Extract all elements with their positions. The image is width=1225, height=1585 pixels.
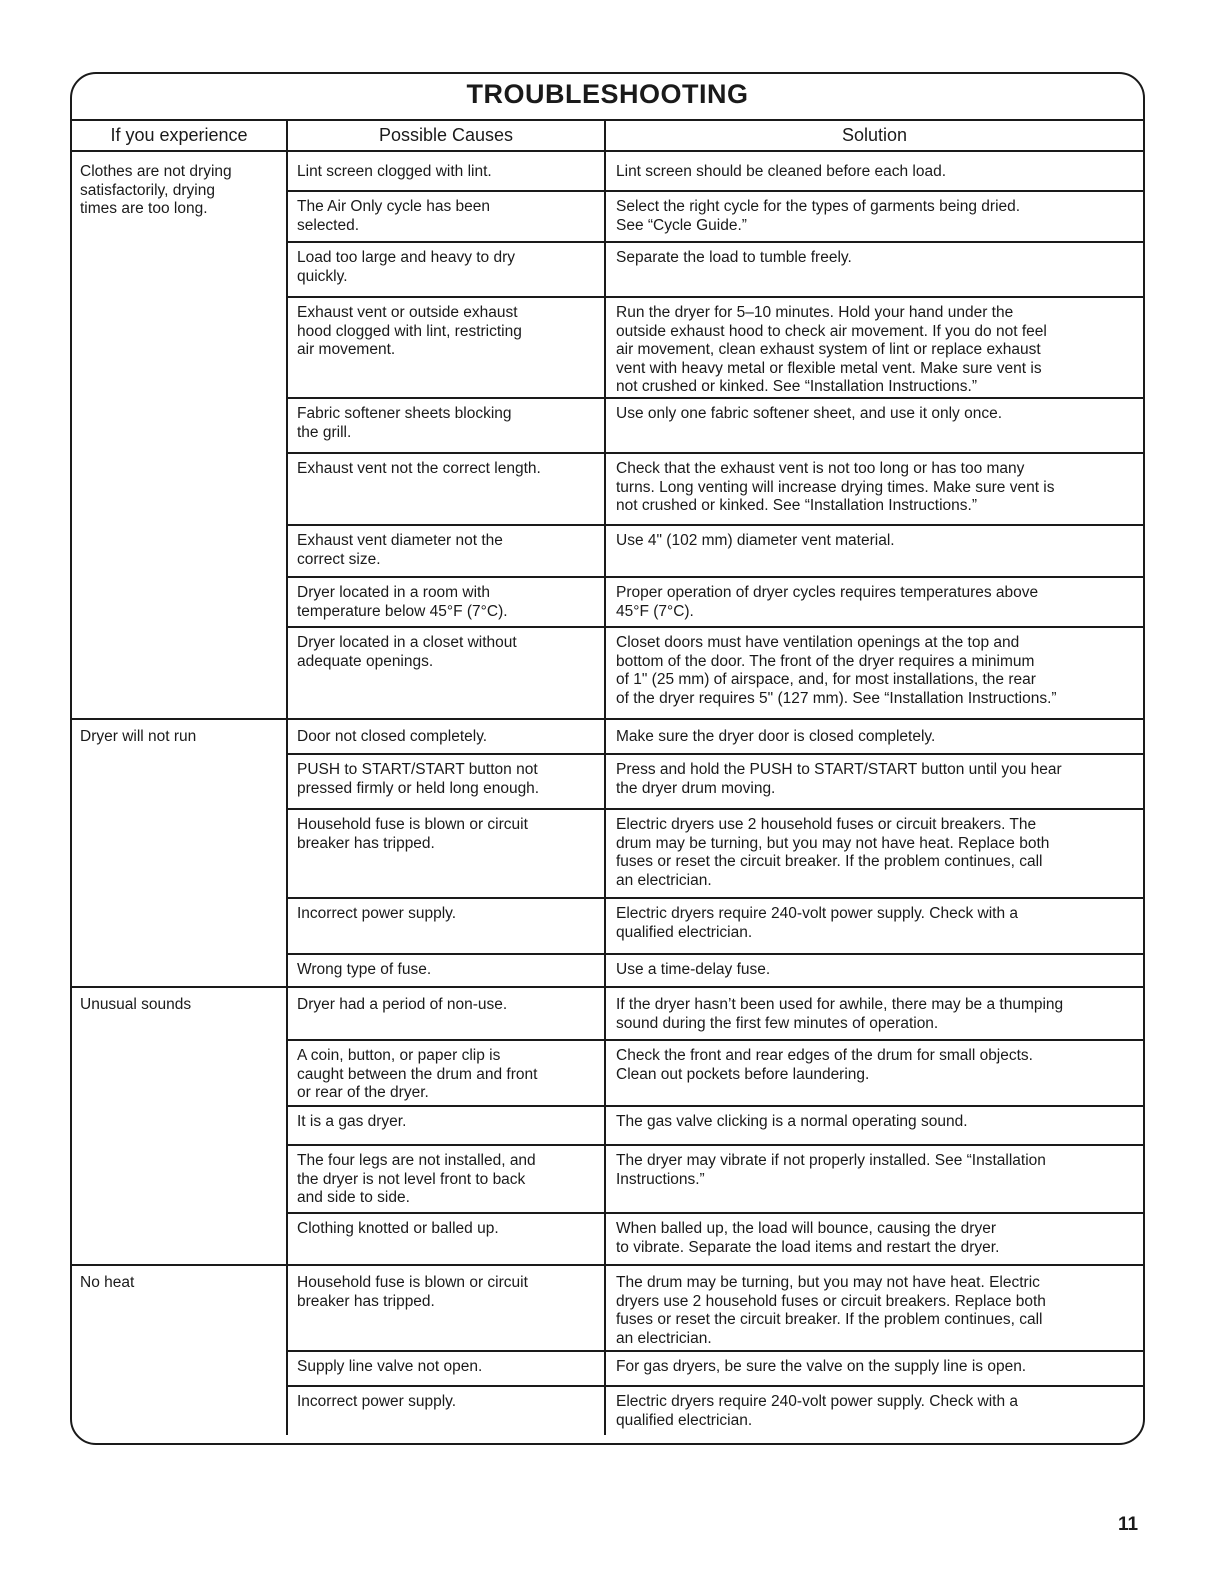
row-divider	[286, 1105, 1143, 1107]
solution-cell: Proper operation of dryer cycles requires temperatures above 45°F (7°C).	[616, 584, 1039, 620]
row-divider	[286, 1039, 1143, 1041]
symptom-label: Clothes are not drying satisfactorily, drying times are too long.	[80, 163, 232, 217]
solution-cell: Make sure the dryer door is closed completely.	[616, 728, 936, 745]
row-divider	[286, 524, 1143, 526]
cause-cell: Load too large and heavy to dry quickly.	[297, 249, 516, 285]
solution-cell: Use only one fabric softener sheet, and use it only once.	[616, 405, 1003, 422]
page-number: 11	[1118, 1514, 1139, 1535]
cause-cell: Incorrect power supply.	[297, 1393, 457, 1410]
symptom-label: Unusual sounds	[80, 996, 192, 1013]
cause-cell: Supply line valve not open.	[297, 1358, 483, 1375]
cause-cell: Dryer located in a room with temperature below 45°F (7°C).	[297, 584, 508, 620]
solution-cell: Check the front and rear edges of the drum for small objects. Clean out pockets before laundering.	[616, 1047, 1033, 1083]
solution-cell: The drum may be turning, but you may not have heat. Electric dryers use 2 household fuses or circuit breakers. Replace both fuses or reset the circuit breaker. If the problem continues, call an electrician.	[616, 1274, 1046, 1347]
table-header	[72, 119, 1143, 152]
row-divider	[286, 897, 1143, 899]
row-divider	[286, 190, 1143, 192]
cause-cell: A coin, button, or paper clip is caught between the drum and front or rear of the dryer.	[297, 1047, 538, 1101]
group-divider	[72, 986, 1143, 988]
cause-cell: The Air Only cycle has been selected.	[297, 198, 490, 234]
cause-cell: Incorrect power supply.	[297, 905, 457, 922]
header-solution: Solution	[841, 125, 908, 145]
row-divider	[286, 1212, 1143, 1214]
cause-cell: Dryer had a period of non-use.	[297, 996, 508, 1013]
cause-cell: Household fuse is blown or circuit breaker has tripped.	[297, 1274, 528, 1310]
row-divider	[286, 953, 1143, 955]
column-divider-causes	[286, 119, 288, 1435]
solution-cell: The dryer may vibrate if not properly installed. See “Installation Instructions.”	[616, 1152, 1046, 1188]
row-divider	[286, 576, 1143, 578]
cause-cell: PUSH to START/START button not pressed firmly or held long enough.	[297, 761, 540, 797]
solution-cell: If the dryer hasn’t been used for awhile, there may be a thumping sound during the first few minutes of operation.	[616, 996, 1064, 1032]
cause-cell: Household fuse is blown or circuit breaker has tripped.	[297, 816, 528, 852]
row-divider	[286, 241, 1143, 243]
solution-cell: For gas dryers, be sure the valve on the supply line is open.	[616, 1358, 1027, 1375]
solution-cell: Electric dryers require 240-volt power supply. Check with a qualified electrician.	[616, 1393, 1019, 1429]
row-divider	[286, 1144, 1143, 1146]
symptom-label: No heat	[80, 1274, 135, 1291]
row-divider	[286, 296, 1143, 298]
solution-cell: Electric dryers require 240-volt power supply. Check with a qualified electrician.	[616, 905, 1019, 941]
group-divider	[72, 1264, 1143, 1266]
row-divider	[286, 1350, 1143, 1352]
row-divider	[286, 808, 1143, 810]
cause-cell: Lint screen clogged with lint.	[297, 163, 492, 180]
solution-cell: Use 4" (102 mm) diameter vent material.	[616, 532, 895, 549]
column-divider-solution	[604, 119, 606, 1435]
symptom-label: Dryer will not run	[80, 728, 197, 745]
row-divider	[286, 626, 1143, 628]
cause-cell: Dryer located in a closet without adequate openings.	[297, 634, 517, 670]
group-divider	[72, 718, 1143, 720]
solution-cell: Use a time-delay fuse.	[616, 961, 771, 978]
cause-cell: The four legs are not installed, and the dryer is not level front to back and side to side.	[297, 1152, 536, 1206]
cause-cell: Clothing knotted or balled up.	[297, 1220, 499, 1237]
solution-cell: Select the right cycle for the types of garments being dried. See “Cycle Guide.”	[616, 198, 1021, 234]
row-divider	[286, 452, 1143, 454]
cause-cell: Exhaust vent diameter not the correct size.	[297, 532, 503, 568]
solution-cell: Run the dryer for 5–10 minutes. Hold your hand under the outside exhaust hood to check air movement. If you do not feel air movement, clean exhaust system of lint or replace exhaust vent with heavy metal or flexible metal vent. Make sure vent is not crushed or kinked. See “Installation Instructions.”	[616, 304, 1047, 395]
solution-cell: Electric dryers use 2 household fuses or circuit breakers. The drum may be turning, but you may not have heat. Replace both fuses or reset the circuit breaker. If the problem continues, call an electrician.	[616, 816, 1050, 889]
row-divider	[286, 753, 1143, 755]
cause-cell: Fabric softener sheets blocking the grill.	[297, 405, 512, 441]
solution-cell: When balled up, the load will bounce, causing the dryer to vibrate. Separate the load items and restart the dryer.	[616, 1220, 1000, 1256]
page-title: TROUBLESHOOTING	[466, 79, 749, 109]
cause-cell: Exhaust vent or outside exhaust hood clogged with lint, restricting air movement.	[297, 304, 522, 358]
cause-cell: It is a gas dryer.	[297, 1113, 407, 1130]
solution-cell: Separate the load to tumble freely.	[616, 249, 852, 266]
row-divider	[286, 397, 1143, 399]
header-experience: If you experience	[110, 125, 248, 145]
cause-cell: Exhaust vent not the correct length.	[297, 460, 541, 477]
solution-cell: Press and hold the PUSH to START/START button until you hear the dryer drum moving.	[616, 761, 1062, 797]
solution-cell: Lint screen should be cleaned before each load.	[616, 163, 947, 180]
cause-cell: Wrong type of fuse.	[297, 961, 432, 978]
solution-cell: Closet doors must have ventilation openings at the top and bottom of the door. The front of the dryer requires a minimum of 1" (25 mm) of airspace, and, for most installations, the rear of the dryer requires 5" (127 mm). See “Installation Instructions.”	[616, 634, 1057, 707]
header-causes: Possible Causes	[378, 125, 514, 145]
solution-cell: Check that the exhaust vent is not too long or has too many turns. Long venting will increase drying times. Make sure vent is not crushed or kinked. See “Installation Instructions.”	[616, 460, 1055, 514]
cause-cell: Door not closed completely.	[297, 728, 488, 745]
row-divider	[286, 1385, 1143, 1387]
solution-cell: The gas valve clicking is a normal operating sound.	[616, 1113, 968, 1130]
